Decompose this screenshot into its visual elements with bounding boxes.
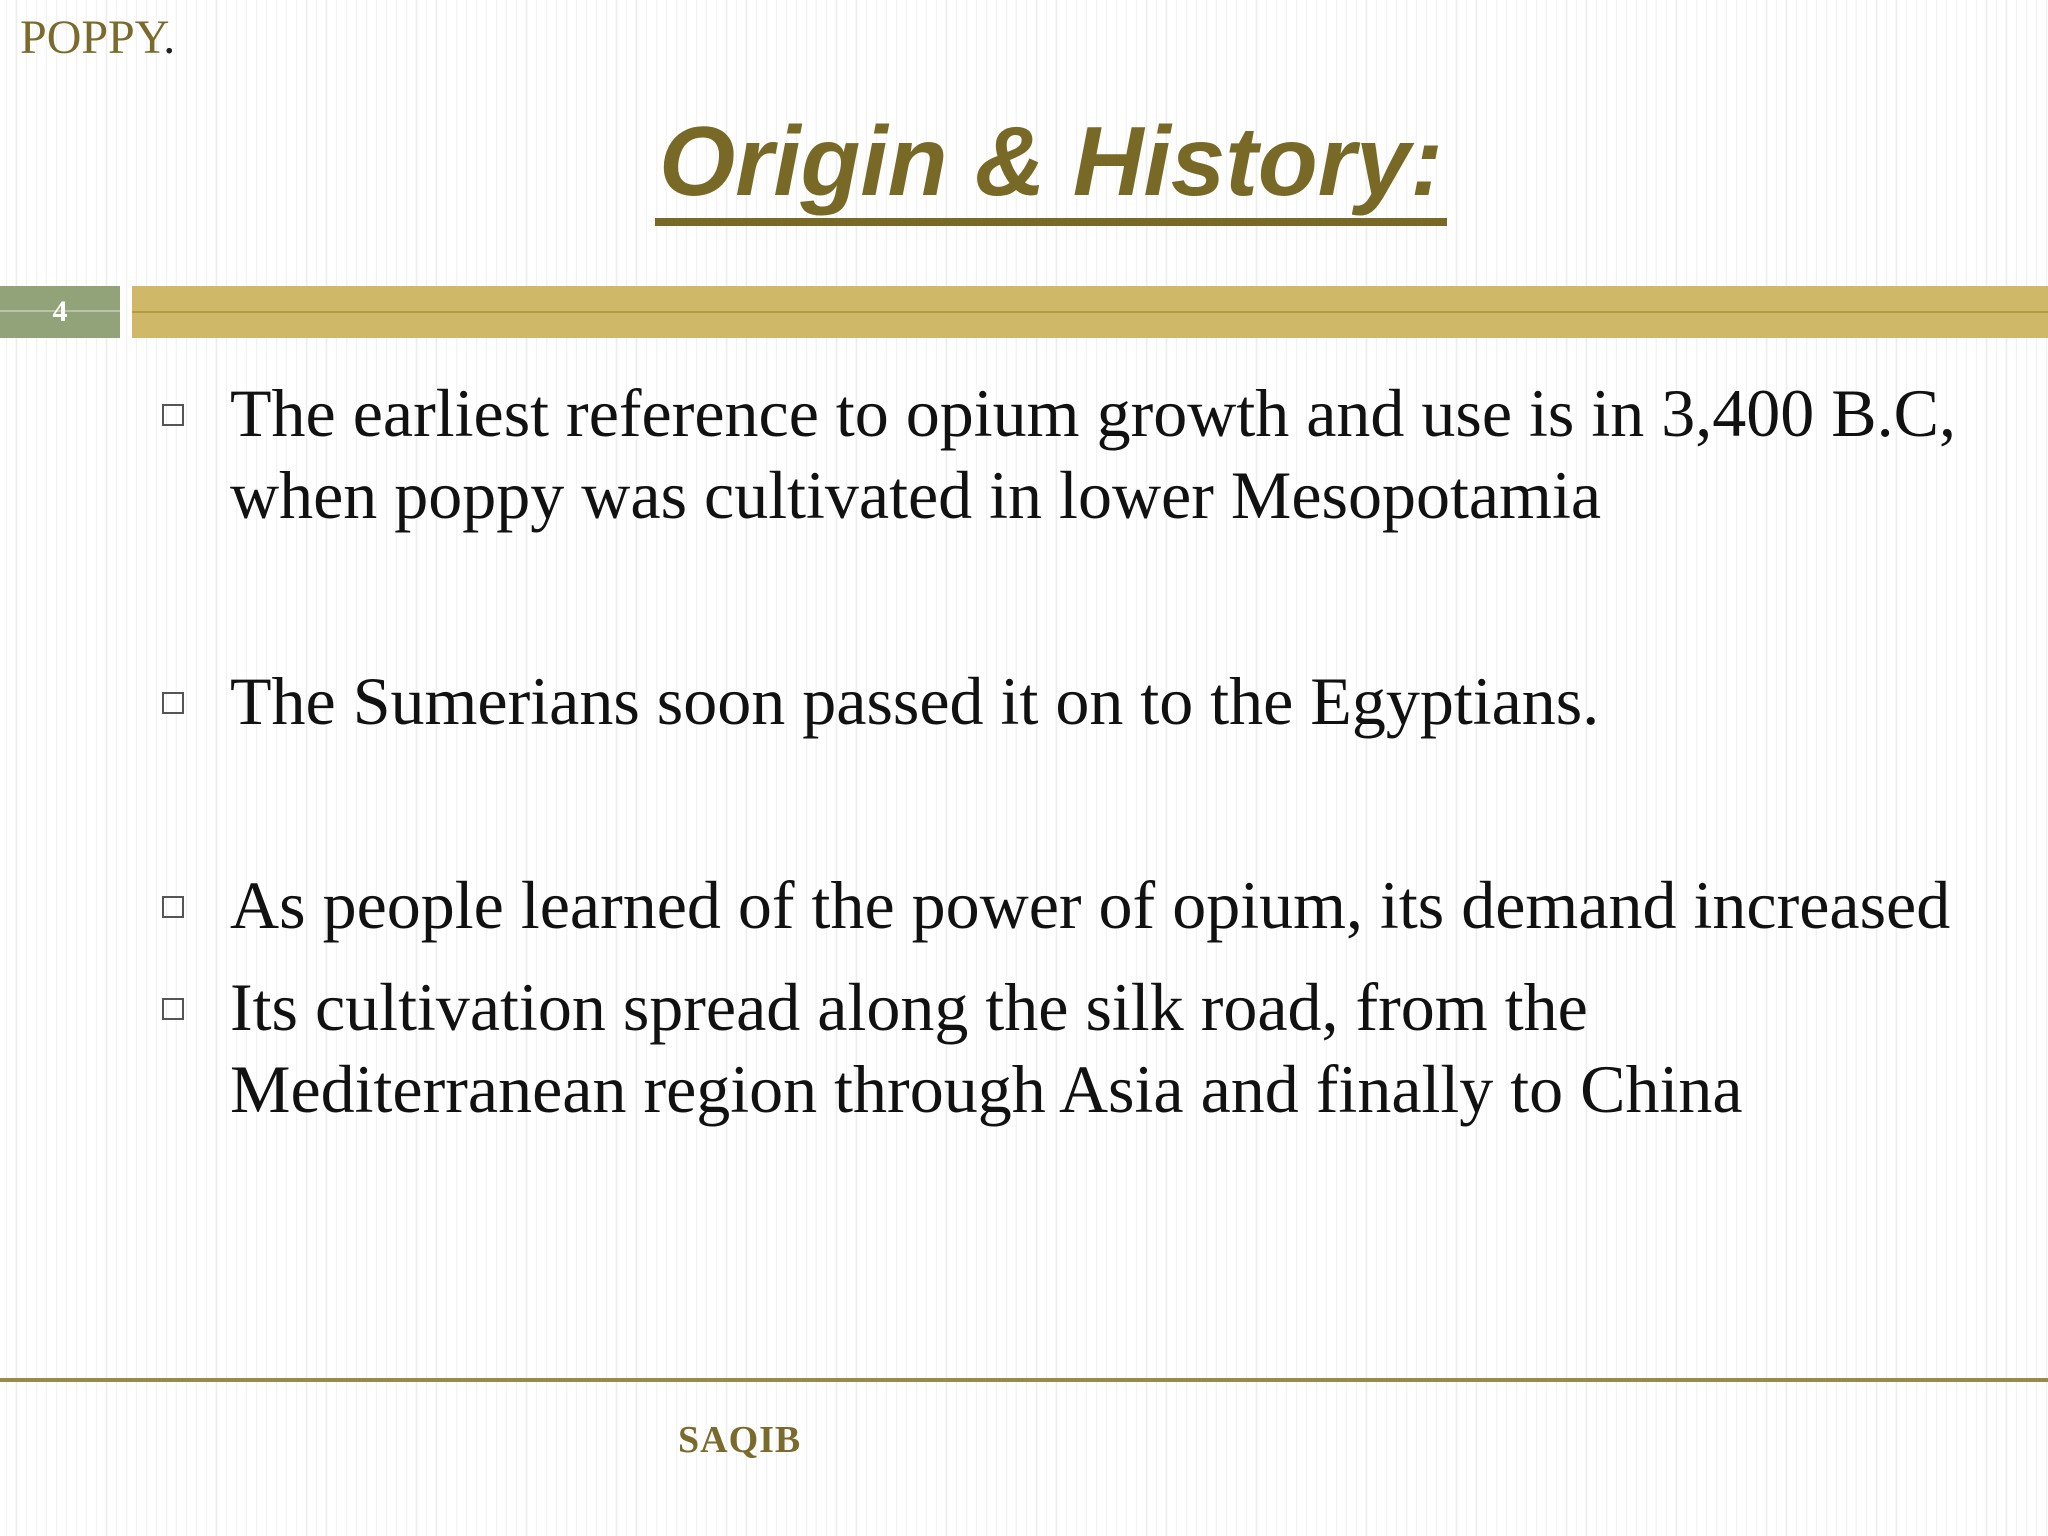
title-divider-bar bbox=[132, 286, 2048, 338]
square-bullet-icon bbox=[162, 896, 184, 918]
bullet-item bbox=[160, 660, 1960, 742]
bullet-item bbox=[160, 966, 1960, 1130]
bullet-item bbox=[160, 372, 1960, 536]
bullet-text: The Sumerians soon passed it on to the Egyptians. bbox=[230, 663, 1600, 739]
slide-number: 4 bbox=[0, 286, 120, 338]
bullet-text: The earliest reference to opium growth and use is in 3,400 B.C, when poppy was cultivated in lower Mesopotamia bbox=[230, 375, 1956, 533]
footer-divider bbox=[0, 1378, 2048, 1382]
bullet-item bbox=[160, 864, 1960, 946]
square-bullet-icon bbox=[162, 404, 184, 426]
square-bullet-icon bbox=[162, 998, 184, 1020]
presentation-topic-label: POPPY. bbox=[20, 11, 176, 64]
slide-title: Origin & History: bbox=[0, 108, 2048, 216]
square-bullet-icon bbox=[162, 692, 184, 714]
bullet-list bbox=[160, 372, 1960, 1130]
bullet-text: Its cultivation spread along the silk road, from the Mediterranean region through Asia and finally to China bbox=[230, 969, 1743, 1127]
footer-author: SAQIB bbox=[678, 1419, 802, 1461]
bullet-text: As people learned of the power of opium, its demand increased bbox=[230, 867, 1951, 943]
